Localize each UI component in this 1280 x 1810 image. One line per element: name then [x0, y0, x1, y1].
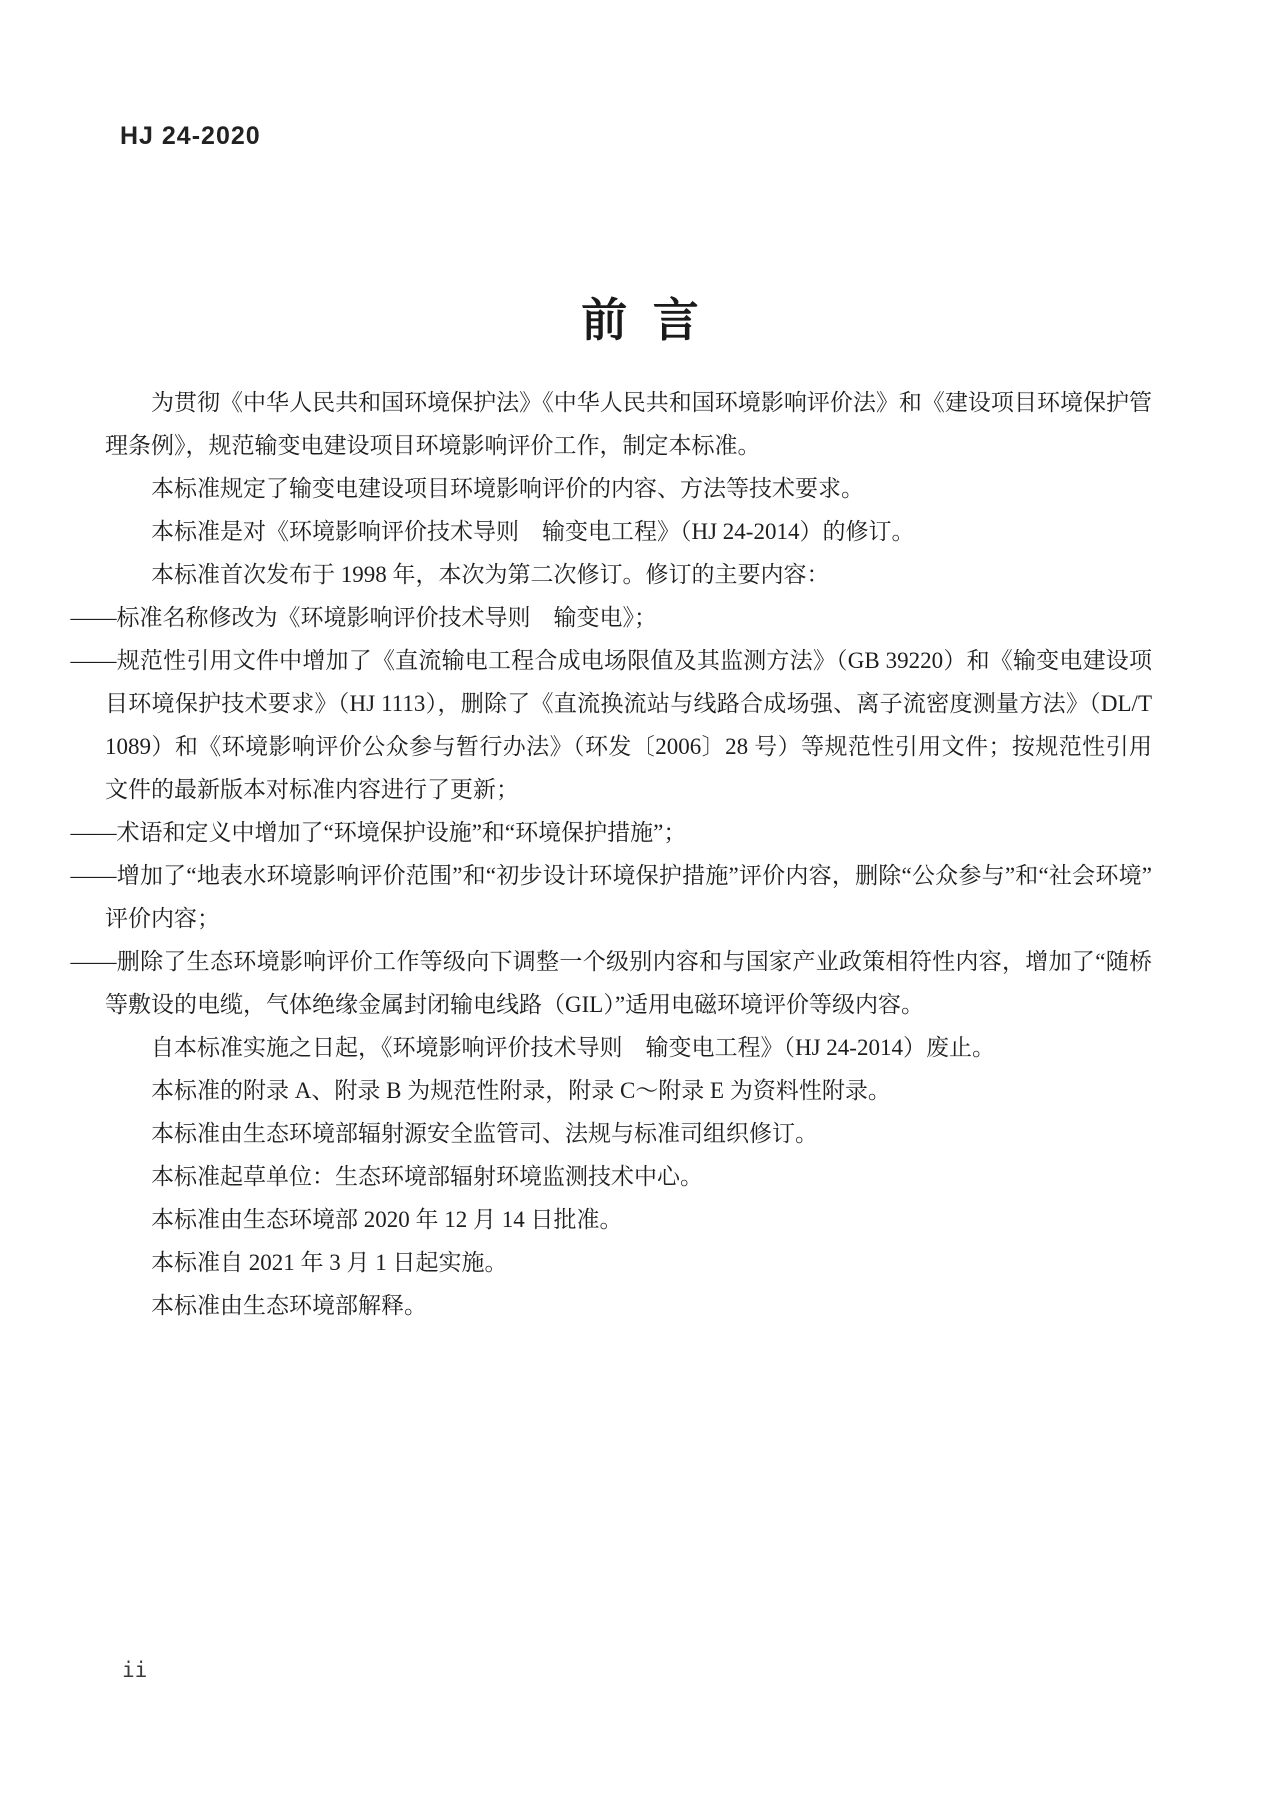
- dash-item-terms: ——术语和定义中增加了“环境保护设施”和“环境保护措施”；: [70, 820, 687, 845]
- paragraph-organizers: 本标准由生态环境部辐射源安全监管司、法规与标准司组织修订。: [151, 1121, 818, 1146]
- paragraph-history: 本标准首次发布于 1998 年，本次为第二次修订。修订的主要内容：: [151, 562, 830, 587]
- paragraph-drafting-unit: 本标准起草单位：生态环境部辐射环境监测技术中心。: [151, 1164, 703, 1189]
- dash-item-added-content: ——增加了“地表水环境影响评价范围”和“初步设计环境保护措施”评价内容，删除“公众参与”和“社会环境”评价内容；: [70, 863, 1152, 931]
- dash-item-references: ——规范性引用文件中增加了《直流输电工程合成电场限值及其监测方法》（GB 39220）和《输变电建设项目环境保护技术要求》（HJ 1113），删除了《直流换流站与线路合成场强、离子流密度测量方法》（DL/T 1089）和《环境影响评价公众参与暂行办法》（环发〔2006〕28 号）等规范性引用文件；按规范性引用文件的最新版本对标准内容进行了更新；: [70, 648, 1152, 802]
- paragraph-effective-date: 本标准自 2021 年 3 月 1 日起实施。: [151, 1250, 508, 1275]
- paragraph-supersession: 自本标准实施之日起，《环境影响评价技术导则 输变电工程》（HJ 24-2014）废止。: [151, 1035, 995, 1060]
- page-title: 前 言: [581, 294, 699, 346]
- dash-item-rename: ——标准名称修改为《环境影响评价技术导则 输变电》；: [70, 605, 657, 630]
- page-number: ii: [122, 1658, 148, 1682]
- dash-item-deleted-content: ——删除了生态环境影响评价工作等级向下调整一个级别内容和与国家产业政策相符性内容，增加了“随桥等敷设的电缆，气体绝缘金属封闭输电线路（GIL）”适用电磁环境评价等级内容。: [70, 949, 1152, 1017]
- paragraph-purpose: 为贯彻《中华人民共和国环境保护法》《中华人民共和国环境影响评价法》和《建设项目环境保护管理条例》，规范输变电建设项目环境影响评价工作，制定本标准。: [105, 390, 1152, 458]
- paragraph-scope: 本标准规定了输变电建设项目环境影响评价的内容、方法等技术要求。: [151, 476, 864, 501]
- paragraph-interpretation: 本标准由生态环境部解释。: [151, 1293, 427, 1318]
- paragraph-revision-of: 本标准是对《环境影响评价技术导则 输变电工程》（HJ 24-2014）的修订。: [151, 519, 915, 544]
- paragraph-approval-date: 本标准由生态环境部 2020 年 12 月 14 日批准。: [151, 1207, 623, 1232]
- foreword-body: [70, 381, 1152, 1327]
- standard-number: HJ 24-2020: [120, 122, 261, 150]
- paragraph-appendices: 本标准的附录 A、附录 B 为规范性附录，附录 C～附录 E 为资料性附录。: [151, 1078, 891, 1103]
